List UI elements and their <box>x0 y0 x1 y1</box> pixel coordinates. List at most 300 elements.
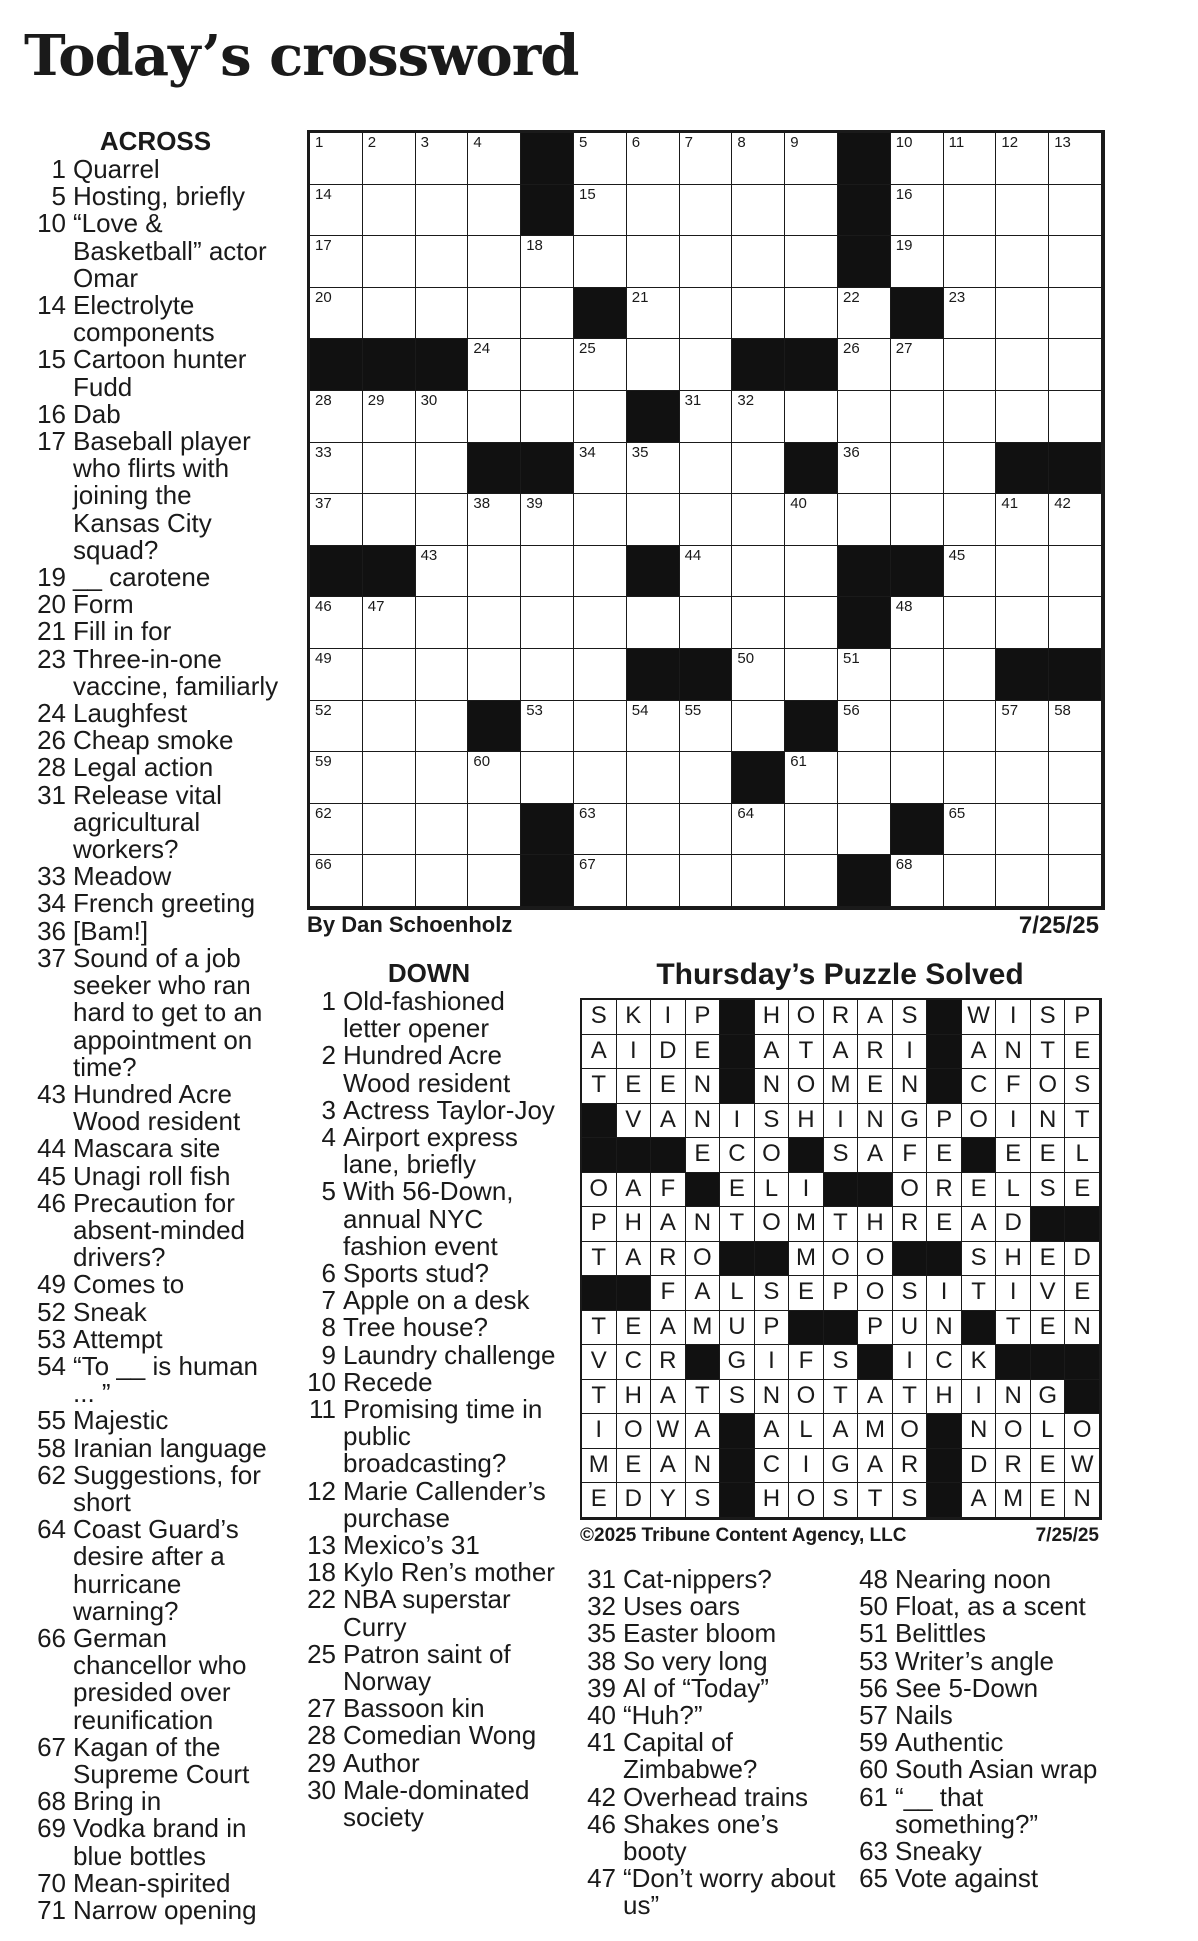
down-clue[interactable] <box>298 988 560 1042</box>
grid-cell[interactable] <box>996 701 1049 753</box>
grid-cell[interactable] <box>680 288 733 340</box>
grid-cell[interactable] <box>468 855 521 907</box>
grid-cell[interactable] <box>310 443 363 495</box>
grid-cell[interactable] <box>996 288 1049 340</box>
grid-cell[interactable] <box>574 443 627 495</box>
grid-cell[interactable] <box>785 855 838 907</box>
grid-cell[interactable] <box>732 443 785 495</box>
grid-cell[interactable] <box>416 133 469 185</box>
grid-cell[interactable] <box>574 701 627 753</box>
grid-cell[interactable] <box>363 494 416 546</box>
across-clue[interactable] <box>28 754 283 781</box>
grid-cell[interactable] <box>363 804 416 856</box>
across-clue[interactable] <box>28 1432 283 1463</box>
grid-cell[interactable] <box>627 855 680 907</box>
grid-cell[interactable] <box>310 236 363 288</box>
clue-number: 53 <box>37 1323 66 1354</box>
across-clue[interactable] <box>28 346 283 400</box>
grid-cell[interactable] <box>574 752 627 804</box>
grid-cell[interactable] <box>785 288 838 340</box>
grid-cell[interactable] <box>1049 133 1102 185</box>
across-clue[interactable] <box>28 1897 283 1924</box>
across-clue[interactable] <box>28 1350 283 1409</box>
grid-cell[interactable] <box>363 288 416 340</box>
down-clue[interactable] <box>850 1593 1110 1620</box>
grid-cell[interactable] <box>363 701 416 753</box>
grid-cell[interactable] <box>310 133 363 185</box>
grid-cell[interactable] <box>521 494 574 546</box>
grid-cell[interactable] <box>680 133 733 185</box>
solution-letter: C <box>755 1449 790 1484</box>
across-clue[interactable] <box>28 1296 283 1327</box>
grid-cell[interactable] <box>785 597 838 649</box>
grid-cell[interactable] <box>785 185 838 237</box>
solution-letter: I <box>582 1414 617 1449</box>
grid-cell[interactable] <box>627 752 680 804</box>
grid-cell[interactable] <box>574 133 627 185</box>
down-clue[interactable] <box>850 1672 1110 1703</box>
solution-letter: L <box>755 1173 790 1208</box>
down-clue[interactable] <box>298 1314 560 1341</box>
down-clue[interactable] <box>850 1645 1110 1676</box>
down-clue[interactable] <box>578 1566 848 1593</box>
grid-cell[interactable] <box>732 391 785 443</box>
grid-cell[interactable] <box>574 649 627 701</box>
grid-cell[interactable] <box>627 701 680 753</box>
grid-cell[interactable] <box>416 855 469 907</box>
grid-cell[interactable] <box>521 546 574 598</box>
solution-letter: A <box>858 1380 893 1415</box>
down-clue[interactable] <box>298 1586 560 1640</box>
across-clue[interactable] <box>28 863 283 890</box>
cell-number: 23 <box>948 288 966 306</box>
down-clue[interactable] <box>298 1638 560 1697</box>
grid-cell[interactable] <box>838 649 891 701</box>
grid-cell[interactable] <box>468 649 521 701</box>
grid-cell[interactable] <box>838 804 891 856</box>
grid-cell[interactable] <box>944 597 997 649</box>
clue-text: Cat-nippers? <box>623 1564 772 1594</box>
grid-cell[interactable] <box>468 804 521 856</box>
down-clue[interactable] <box>578 1781 848 1812</box>
across-clue[interactable] <box>28 700 283 727</box>
across-clue[interactable] <box>28 942 283 1082</box>
grid-cell[interactable] <box>1049 185 1102 237</box>
solution-letter: E <box>1031 1311 1066 1346</box>
grid-cell[interactable] <box>627 288 680 340</box>
grid-cell[interactable] <box>468 546 521 598</box>
grid-cell[interactable] <box>891 391 944 443</box>
grid-cell[interactable] <box>1049 804 1102 856</box>
grid-cell[interactable] <box>785 133 838 185</box>
clue-number: 23 <box>37 643 66 674</box>
grid-cell[interactable] <box>996 236 1049 288</box>
grid-cell[interactable] <box>627 236 680 288</box>
solution-letter: G <box>824 1449 859 1484</box>
across-clue[interactable] <box>28 1160 283 1191</box>
grid-cell[interactable] <box>680 185 733 237</box>
grid-cell[interactable] <box>732 494 785 546</box>
grid-cell[interactable] <box>363 649 416 701</box>
grid-cell[interactable] <box>521 597 574 649</box>
grid-cell[interactable] <box>944 185 997 237</box>
down-clue[interactable] <box>298 1722 560 1749</box>
grid-cell[interactable] <box>944 804 997 856</box>
grid-cell[interactable] <box>521 752 574 804</box>
grid-cell[interactable] <box>996 752 1049 804</box>
down-clue[interactable] <box>578 1620 848 1647</box>
grid-cell[interactable] <box>310 649 363 701</box>
solution-black-square <box>858 1345 893 1380</box>
clue-number: 46 <box>587 1808 616 1839</box>
grid-cell[interactable] <box>838 391 891 443</box>
grid-cell[interactable] <box>838 443 891 495</box>
grid-cell[interactable] <box>732 804 785 856</box>
grid-cell[interactable] <box>416 546 469 598</box>
solution-black-square <box>789 1311 824 1346</box>
down-clue[interactable] <box>850 1620 1110 1647</box>
grid-cell[interactable] <box>996 855 1049 907</box>
grid-cell[interactable] <box>574 236 627 288</box>
grid-cell[interactable] <box>838 339 891 391</box>
clue-text: Majestic <box>73 1405 169 1436</box>
grid-cell[interactable] <box>944 391 997 443</box>
grid-cell[interactable] <box>627 133 680 185</box>
down-clue[interactable] <box>298 1695 560 1722</box>
grid-cell[interactable] <box>732 855 785 907</box>
grid-cell[interactable] <box>944 546 997 598</box>
grid-cell[interactable] <box>680 391 733 443</box>
grid-cell[interactable] <box>996 185 1049 237</box>
grid-cell[interactable] <box>521 649 574 701</box>
down-clue[interactable] <box>298 1747 560 1778</box>
grid-cell[interactable] <box>732 701 785 753</box>
grid-cell[interactable] <box>416 752 469 804</box>
clue-text: Cheap smoke <box>73 725 234 756</box>
down-clue[interactable] <box>298 1559 560 1586</box>
grid-cell[interactable] <box>627 339 680 391</box>
grid-cell[interactable] <box>680 339 733 391</box>
across-clue[interactable] <box>28 292 283 346</box>
grid-cell[interactable] <box>468 133 521 185</box>
grid-cell[interactable] <box>732 133 785 185</box>
grid-cell[interactable] <box>574 597 627 649</box>
across-clue[interactable] <box>28 1815 283 1869</box>
grid-cell[interactable] <box>574 855 627 907</box>
byline: By Dan Schoenholz <box>307 912 513 937</box>
grid-cell[interactable] <box>468 597 521 649</box>
across-clue[interactable] <box>28 428 283 564</box>
across-clue[interactable] <box>28 1271 283 1298</box>
grid-cell[interactable] <box>1049 391 1102 443</box>
clue-text: Promising time in public broadcasting? <box>343 1394 543 1479</box>
grid-cell[interactable] <box>627 185 680 237</box>
across-clue[interactable] <box>28 915 283 946</box>
down-clue[interactable] <box>850 1865 1110 1892</box>
grid-cell[interactable] <box>310 288 363 340</box>
down-clue[interactable] <box>578 1702 848 1729</box>
grid-cell[interactable] <box>416 701 469 753</box>
down-clue[interactable] <box>578 1808 848 1867</box>
grid-cell[interactable] <box>627 443 680 495</box>
grid-cell[interactable] <box>521 339 574 391</box>
down-clue[interactable] <box>850 1838 1110 1865</box>
grid-cell[interactable] <box>310 391 363 443</box>
grid-cell[interactable] <box>1049 494 1102 546</box>
down-clue[interactable] <box>578 1645 848 1676</box>
across-clue[interactable] <box>28 727 283 754</box>
grid-cell[interactable] <box>1049 288 1102 340</box>
grid-cell[interactable] <box>785 804 838 856</box>
down-clue[interactable] <box>298 1339 560 1370</box>
down-clue[interactable] <box>850 1702 1110 1729</box>
grid-cell[interactable] <box>574 339 627 391</box>
down-clue[interactable] <box>298 1178 560 1260</box>
grid-cell[interactable] <box>680 546 733 598</box>
grid-cell[interactable] <box>363 185 416 237</box>
across-clue[interactable] <box>28 1622 283 1735</box>
grid-cell[interactable] <box>574 546 627 598</box>
across-clue[interactable] <box>28 779 283 865</box>
grid-cell[interactable] <box>627 804 680 856</box>
across-clue[interactable] <box>28 1187 283 1273</box>
grid-cell[interactable] <box>521 236 574 288</box>
grid-cell[interactable] <box>891 133 944 185</box>
grid-cell[interactable] <box>1049 339 1102 391</box>
grid-cell[interactable] <box>1049 236 1102 288</box>
grid-cell[interactable] <box>996 597 1049 649</box>
grid-cell[interactable] <box>680 701 733 753</box>
grid-cell[interactable] <box>574 494 627 546</box>
down-clue[interactable] <box>850 1756 1110 1783</box>
grid-cell[interactable] <box>680 804 733 856</box>
grid-cell[interactable] <box>732 546 785 598</box>
down-clue[interactable] <box>298 1532 560 1559</box>
down-clue[interactable] <box>850 1566 1110 1593</box>
grid-cell[interactable] <box>627 597 680 649</box>
down-clue[interactable] <box>850 1729 1110 1756</box>
grid-cell[interactable] <box>944 339 997 391</box>
grid-cell[interactable] <box>944 855 997 907</box>
grid-cell[interactable] <box>732 236 785 288</box>
grid-cell[interactable] <box>944 701 997 753</box>
grid-cell[interactable] <box>416 443 469 495</box>
grid-cell[interactable] <box>944 133 997 185</box>
grid-cell[interactable] <box>838 701 891 753</box>
down-clue[interactable] <box>298 1260 560 1287</box>
grid-cell[interactable] <box>521 391 574 443</box>
grid-cell[interactable] <box>785 236 838 288</box>
grid-cell[interactable] <box>944 494 997 546</box>
solution-black-square <box>962 1138 997 1173</box>
grid-cell[interactable] <box>944 443 997 495</box>
grid-cell[interactable] <box>310 701 363 753</box>
grid-cell[interactable] <box>891 597 944 649</box>
grid-cell[interactable] <box>468 288 521 340</box>
down-clue[interactable] <box>298 1287 560 1314</box>
grid-cell[interactable] <box>680 443 733 495</box>
solved-title: Thursday’s Puzzle Solved <box>656 958 1024 991</box>
grid-cell[interactable] <box>574 391 627 443</box>
grid-cell[interactable] <box>891 339 944 391</box>
grid-cell[interactable] <box>1049 546 1102 598</box>
down-clue[interactable] <box>850 1781 1110 1839</box>
down-heading: DOWN <box>387 958 471 988</box>
grid-cell[interactable] <box>996 494 1049 546</box>
grid-cell[interactable] <box>416 804 469 856</box>
grid-cell[interactable] <box>468 339 521 391</box>
grid-cell[interactable] <box>1049 855 1102 907</box>
down-clue[interactable] <box>298 1124 560 1178</box>
grid-cell[interactable] <box>838 752 891 804</box>
grid-cell[interactable] <box>891 752 944 804</box>
grid-cell[interactable] <box>310 185 363 237</box>
across-clue[interactable] <box>28 210 283 292</box>
grid-cell[interactable] <box>732 597 785 649</box>
solution-black-square <box>927 1069 962 1104</box>
grid-cell[interactable] <box>468 494 521 546</box>
solution-letter: I <box>651 1000 686 1035</box>
grid-cell[interactable] <box>416 288 469 340</box>
down-clue[interactable] <box>298 1475 560 1533</box>
across-clue[interactable] <box>28 1867 283 1898</box>
across-clue[interactable] <box>28 183 283 210</box>
across-clue[interactable] <box>28 1407 283 1434</box>
grid-cell[interactable] <box>996 546 1049 598</box>
down-clue[interactable] <box>298 1396 560 1478</box>
grid-cell[interactable] <box>1049 597 1102 649</box>
grid-cell[interactable] <box>732 185 785 237</box>
grid-cell[interactable] <box>521 288 574 340</box>
grid-cell[interactable] <box>680 236 733 288</box>
puzzle-grid[interactable] <box>307 130 1105 910</box>
down-clue[interactable] <box>298 1774 560 1833</box>
down-clue[interactable] <box>298 1366 560 1397</box>
grid-cell[interactable] <box>468 185 521 237</box>
grid-cell[interactable] <box>838 288 891 340</box>
grid-cell[interactable] <box>680 597 733 649</box>
grid-cell[interactable] <box>416 494 469 546</box>
grid-cell[interactable] <box>468 752 521 804</box>
across-clue[interactable] <box>28 1323 283 1354</box>
grid-cell[interactable] <box>680 752 733 804</box>
grid-cell[interactable] <box>363 597 416 649</box>
grid-cell[interactable] <box>363 391 416 443</box>
grid-cell[interactable] <box>891 649 944 701</box>
across-clue[interactable] <box>28 156 283 183</box>
grid-cell[interactable] <box>310 597 363 649</box>
grid-cell[interactable] <box>680 494 733 546</box>
grid-cell[interactable] <box>574 804 627 856</box>
grid-cell[interactable] <box>785 391 838 443</box>
grid-cell[interactable] <box>944 752 997 804</box>
grid-cell[interactable] <box>416 185 469 237</box>
grid-cell[interactable] <box>363 443 416 495</box>
grid-cell[interactable] <box>996 133 1049 185</box>
black-square <box>310 339 363 391</box>
clue-number: 58 <box>37 1432 66 1463</box>
grid-cell[interactable] <box>416 597 469 649</box>
down-clue[interactable] <box>298 1094 560 1125</box>
grid-cell[interactable] <box>574 185 627 237</box>
grid-cell[interactable] <box>468 391 521 443</box>
grid-cell[interactable] <box>944 236 997 288</box>
grid-cell[interactable] <box>944 649 997 701</box>
down-clue[interactable] <box>578 1672 848 1703</box>
grid-cell[interactable] <box>363 133 416 185</box>
grid-cell[interactable] <box>363 752 416 804</box>
grid-cell[interactable] <box>1049 701 1102 753</box>
grid-cell[interactable] <box>680 855 733 907</box>
across-clue[interactable] <box>28 1788 283 1815</box>
grid-cell[interactable] <box>363 855 416 907</box>
grid-cell[interactable] <box>785 649 838 701</box>
across-clue[interactable] <box>28 1135 283 1162</box>
cell-number: 18 <box>526 237 543 255</box>
grid-cell[interactable] <box>891 701 944 753</box>
down-clue[interactable] <box>578 1865 848 1919</box>
grid-cell[interactable] <box>416 391 469 443</box>
grid-cell[interactable] <box>891 443 944 495</box>
grid-cell[interactable] <box>996 391 1049 443</box>
grid-cell[interactable] <box>521 701 574 753</box>
grid-cell[interactable] <box>891 494 944 546</box>
across-clue[interactable] <box>28 1078 283 1137</box>
across-clue[interactable] <box>28 398 283 429</box>
grid-cell[interactable] <box>891 236 944 288</box>
grid-cell[interactable] <box>785 546 838 598</box>
grid-cell[interactable] <box>627 494 680 546</box>
grid-cell[interactable] <box>891 855 944 907</box>
grid-cell[interactable] <box>310 855 363 907</box>
grid-cell[interactable] <box>310 752 363 804</box>
down-clue[interactable] <box>578 1729 848 1783</box>
across-clue[interactable] <box>28 1731 283 1789</box>
grid-cell[interactable] <box>996 339 1049 391</box>
grid-cell[interactable] <box>996 804 1049 856</box>
grid-cell[interactable] <box>363 236 416 288</box>
grid-cell[interactable] <box>785 494 838 546</box>
grid-cell[interactable] <box>1049 752 1102 804</box>
grid-cell[interactable] <box>838 494 891 546</box>
grid-cell[interactable] <box>416 236 469 288</box>
across-clue[interactable] <box>28 1459 283 1517</box>
solution-letter: R <box>651 1345 686 1380</box>
across-clue[interactable] <box>28 618 283 645</box>
grid-cell[interactable] <box>944 288 997 340</box>
grid-cell[interactable] <box>732 288 785 340</box>
grid-cell[interactable] <box>785 752 838 804</box>
solution-letter: V <box>1031 1276 1066 1311</box>
grid-cell[interactable] <box>891 185 944 237</box>
solution-letter: N <box>755 1380 790 1415</box>
grid-cell[interactable] <box>310 804 363 856</box>
across-clue[interactable] <box>28 1516 283 1625</box>
clue-number: 31 <box>587 1564 616 1594</box>
across-clue[interactable] <box>28 643 283 701</box>
down-clue[interactable] <box>298 1042 560 1096</box>
grid-cell[interactable] <box>732 649 785 701</box>
grid-cell[interactable] <box>416 649 469 701</box>
across-clue[interactable] <box>28 890 283 917</box>
across-clue[interactable] <box>28 564 283 591</box>
across-clue[interactable] <box>28 591 283 618</box>
clue-text: Marie Callender’s purchase <box>343 1475 546 1533</box>
cell-number: 36 <box>843 443 860 461</box>
down-clue[interactable] <box>578 1593 848 1620</box>
grid-cell[interactable] <box>468 236 521 288</box>
grid-cell[interactable] <box>310 494 363 546</box>
